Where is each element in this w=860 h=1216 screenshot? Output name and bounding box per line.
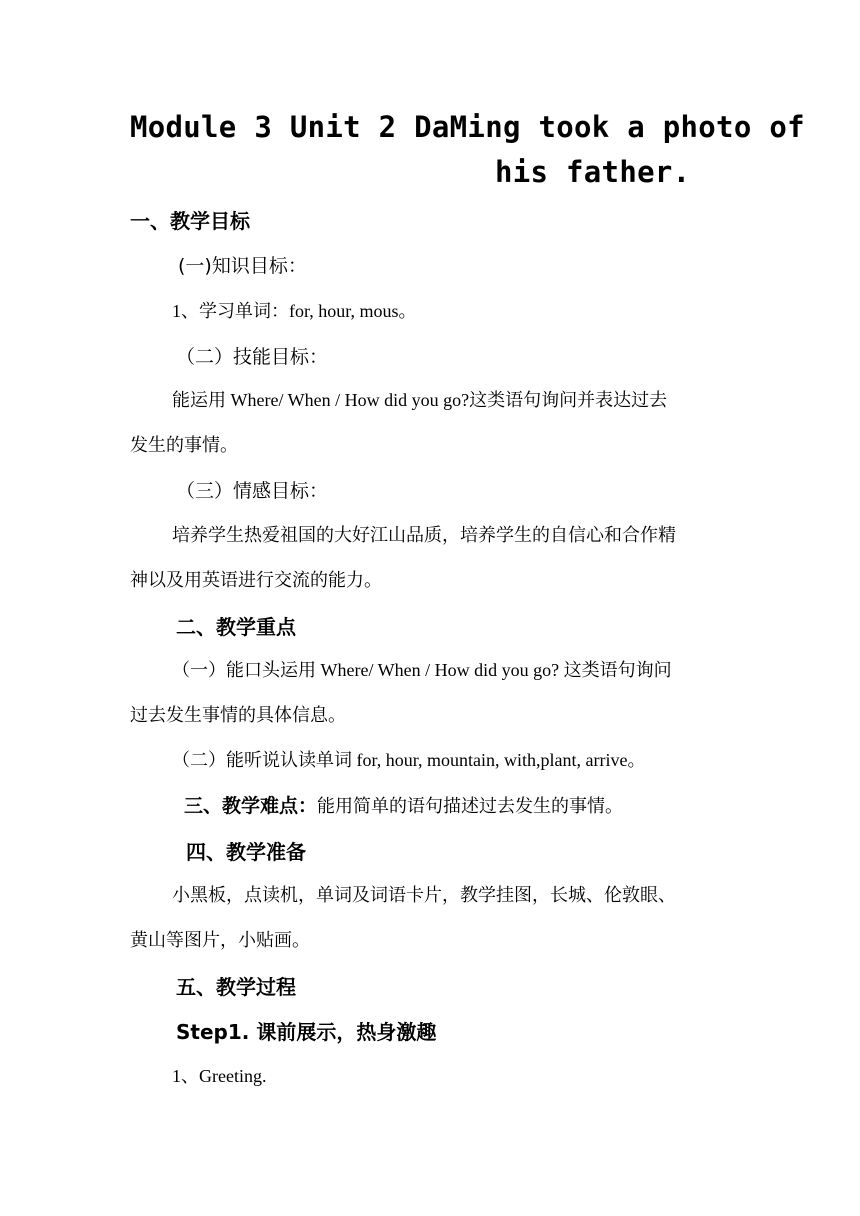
section-heading-key-points: 二、教学重点: [176, 615, 296, 639]
title-line-1: Module 3 Unit 2 DaMing took a photo of: [130, 110, 805, 144]
section-heading-objectives: 一、教学目标: [130, 209, 250, 233]
emotion-text-line-1: 培养学生热爱祖国的大好江山品质，培养学生的自信心和合作精: [172, 525, 676, 545]
emotion-text-line-2: 神以及用英语进行交流的能力。: [130, 570, 382, 590]
skills-text-line-2: 发生的事情。: [130, 435, 238, 455]
key-point-1-line-2: 过去发生事情的具体信息。: [130, 705, 346, 725]
preparation-text-line-1: 小黑板，点读机，单词及词语卡片，教学挂图，长城、伦敦眼、: [172, 885, 676, 905]
subheading-skills: （二）技能目标：: [176, 346, 329, 368]
section-heading-process: 五、教学过程: [176, 975, 296, 999]
greeting-item: 1、Greeting.: [172, 1066, 267, 1086]
subheading-knowledge: (一)知识目标：: [178, 255, 307, 277]
section-heading-difficulty: 三、教学难点：: [184, 795, 318, 817]
title-line-2: his father.: [495, 155, 691, 189]
subheading-emotion: （三）情感目标：: [176, 480, 329, 502]
difficulty-line: [184, 791, 623, 818]
key-point-2: （二）能听说认读单词 for, hour, mountain, with,plant, arrive。: [172, 750, 646, 770]
section-heading-preparation: 四、教学准备: [186, 840, 306, 864]
knowledge-item: 1、学习单词：for, hour, mous。: [172, 301, 417, 321]
skills-text-line-1: 能运用 Where/ When / How did you go?这类语句询问并表达过去: [172, 390, 668, 410]
preparation-text-line-2: 黄山等图片，小贴画。: [130, 930, 310, 950]
step1-heading: Step1. 课前展示，热身激趣: [176, 1020, 437, 1044]
difficulty-text: 能用简单的语句描述过去发生的事情。: [317, 796, 624, 816]
key-point-1-line-1: （一）能口头运用 Where/ When / How did you go? 这类语句询问: [172, 660, 672, 680]
